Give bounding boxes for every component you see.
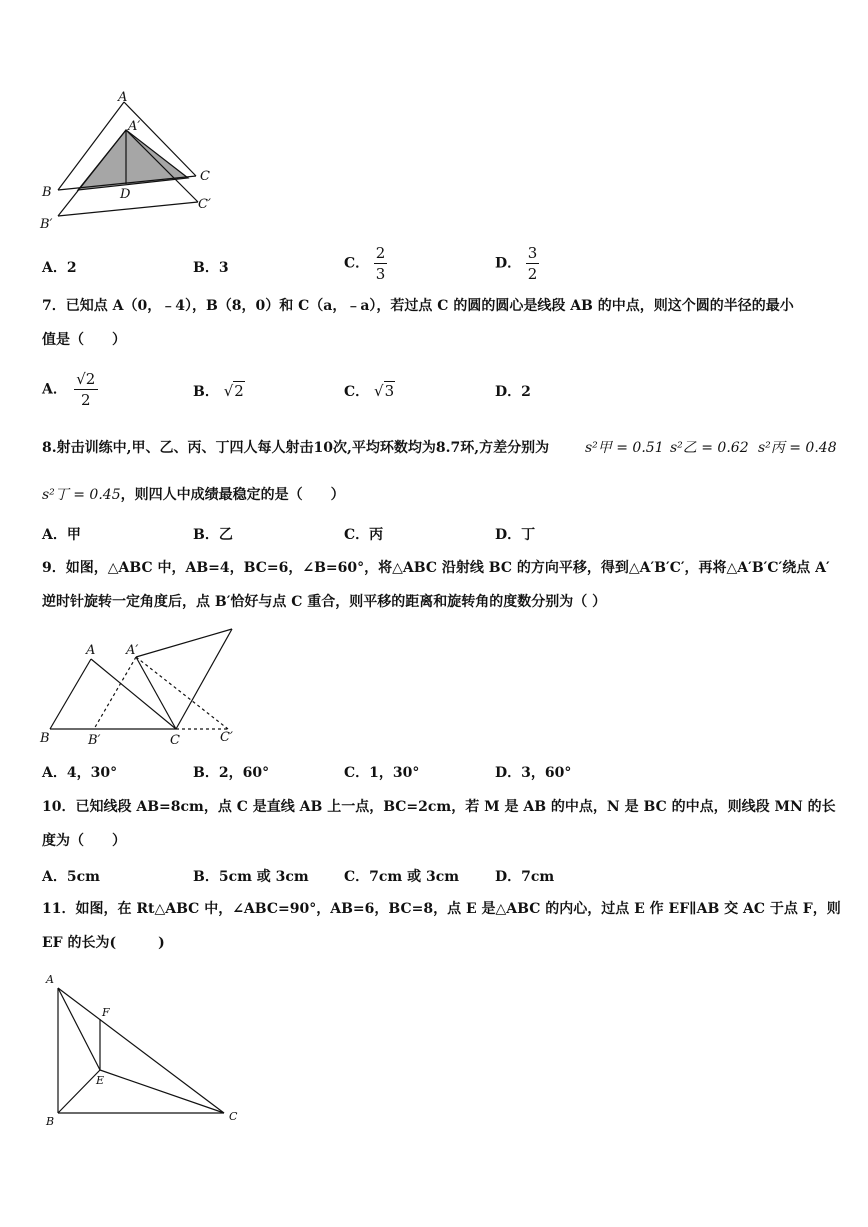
label-C: C [229,1110,238,1123]
label-C-prime: C′ [198,197,211,212]
q6-option-d[interactable]: D． $\frac{3}{2}$ [495,244,538,283]
q7-option-b[interactable]: B． √2 [193,382,244,400]
shaded-triangle [78,130,188,190]
variance-bing: s²丙 = 0.48 [758,440,837,456]
q8-option-d[interactable]: D．丁 [495,527,536,543]
q9-option-c[interactable]: C．1，30° [344,765,420,781]
sqrt-expression: √3 [374,382,395,400]
q9-option-b[interactable]: B．2，60° [193,765,270,781]
q7-option-d[interactable]: D．2 [495,384,531,400]
variance-ding: s²丁 = 0.45 [42,487,121,503]
q7-option-a[interactable]: A． $\frac{√2}{2}$ [42,370,100,409]
label-A-prime: A′ [126,643,139,658]
label-B: B [46,1115,55,1128]
figure-q6-triangles [36,88,226,238]
q7-option-c[interactable]: C． √3 [344,382,395,400]
q6-option-b[interactable]: B．3 [193,260,229,276]
question-7-stem: 7．已知点 A（0，﹣4），B（8，0）和 C（a，﹣a），若过点 C 的圆的圆心是线段 AB 的中点，则这个圆的半径的最小 值是（ ） [42,298,794,348]
q6-option-a[interactable]: A．2 [42,260,77,276]
q10-option-a[interactable]: A．5cm [42,869,100,885]
q9-option-a[interactable]: A．4，30° [42,765,118,781]
fraction: $\frac{√2}{2}$ [72,370,100,409]
q8-option-b[interactable]: B．乙 [193,527,233,543]
label-E: E [96,1074,105,1087]
label-A: A [46,973,54,986]
fraction: $\frac{3}{2}$ [527,244,538,283]
sqrt-expression: √2 [223,382,244,400]
label-D: D [120,187,131,202]
variance-yi: s²乙 = 0.62 [670,440,749,456]
label-A-prime: A′ [128,119,141,134]
label-C: C [200,169,210,184]
figure-q9-translation-rotation [36,620,246,750]
q10-option-c[interactable]: C．7cm 或 3cm [344,869,460,885]
label-B-prime: B′ [40,217,53,232]
q8-option-c[interactable]: C．丙 [344,527,384,543]
question-11-stem: 11．如图，在 Rt△ABC 中，∠ABC=90°，AB=6，BC=8，点 E 是△ABC 的内心，过点 E 作 EF∥AB 交 AC 于点 F，则 EF 的长为( ) [42,901,841,951]
fraction: $\frac{2}{3}$ [375,244,386,283]
label-B: B [40,731,50,746]
question-8-stem-line1: 8.射击训练中,甲、乙、丙、丁四人每人射击10次,平均环数均为8.7环,方差分别为 [42,440,550,456]
q6-option-c[interactable]: C． $\frac{2}{3}$ [344,244,386,283]
q10-option-b[interactable]: B．5cm 或 3cm [193,869,309,885]
label-C-prime: C′ [220,730,233,745]
label-B: B [42,185,52,200]
question-9-stem: 9．如图，△ABC 中，AB=4，BC=6，∠B=60°，将△ABC 沿射线 BC 的方向平移，得到△A′B′C′，再将△A′B′C′绕点 A′ 逆时针旋转一定角度后，点 B′恰好与点 C 重合，则平移的距离和旋转角的度数分别为（ ） [42,560,830,610]
label-F: F [102,1006,110,1019]
q10-option-d[interactable]: D．7cm [495,869,555,885]
label-A: A [86,643,96,658]
figure-q11-right-triangle [38,968,248,1130]
label-A: A [118,90,128,105]
label-C: C [170,733,180,748]
label-B-prime: B′ [88,733,101,748]
q8-option-a[interactable]: A．甲 [42,527,81,543]
question-8-stem-line2: s²丁 = 0.45，则四人中成绩最稳定的是（ ） [42,487,345,503]
question-10-stem: 10．已知线段 AB=8cm，点 C 是直线 AB 上一点，BC=2cm，若 M 是 AB 的中点，N 是 BC 的中点，则线段 MN 的长 度为（ ） [42,799,836,849]
variance-jia: s²甲 = 0.51 [585,440,664,456]
q9-option-d[interactable]: D．3，60° [495,765,572,781]
